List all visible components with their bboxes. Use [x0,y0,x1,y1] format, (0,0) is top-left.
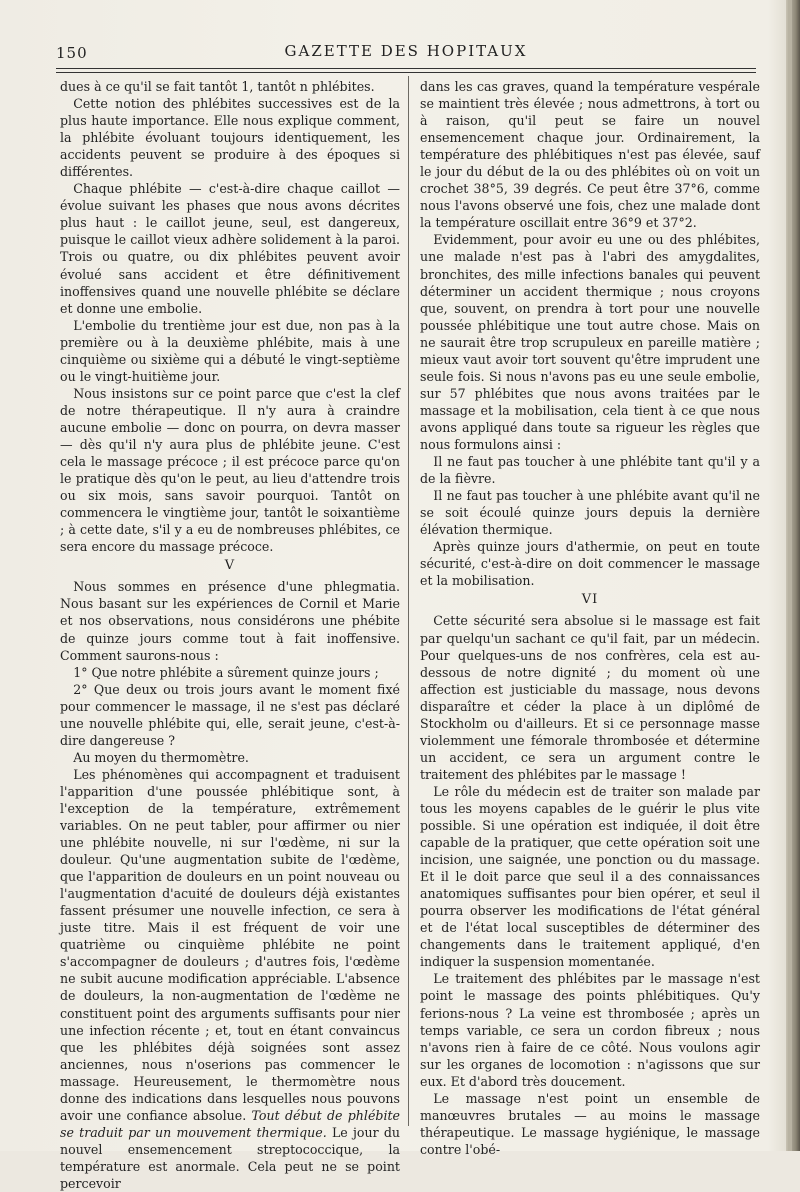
section-heading-v: V [224,558,236,574]
paragraph: dans les cas graves, quand la température vespérale se maintient très élevée ; nous admettrons, à tort ou à raison, qu'il peut se faire un nouvel ensemencement chaque jour. Ordinairement, la température des phlébitiques n'est pas élevée, sauf le jour du début de la ou des phlébites où on voit un crochet 38°5, 39 degrés. Ce peut être 37°6, comme nous l'avons observé une fois, chez une malade dont la température oscillait entre 36°9 et 37°2. [420,79,760,231]
paragraph-text: Les phénomènes qui accompagnent et traduisent l'apparition d'une poussée phlébitique sont, à l'exception de la température, extrêmement variables. On ne peut tabler, pour affirmer ou nier une phlébite nouvelle, ni sur l'œdème, ni sur la douleur. Qu'une augmentation subite de l'œdème, que l'apparition de douleurs en un point nouveau ou l'augmentation d'acuité de douleurs déjà existantes fassent présumer une nouvelle infection, ce sera à juste titre. Mais il est fréquent de voir une quatrième ou cinquième phlébite ne point s'accompagner de douleurs ; d'autres fois, l'œdème ne subit aucune modification appréciable. L'absence de douleurs, la non-augmentation de l'œdème ne constituent point des arguments suffisants pour nier une infection récente ; et, tout en étant convaincus que les phlébites déjà soignées sont assez anciennes, nous n'oserions pas commencer le massage. Heureusement, le thermomètre nous donne des indications dans lesquelles nous pouvons avoir une confiance absolue. [60,766,400,1123]
journal-title: GAZETTE DES HOPITAUX [284,42,528,60]
page-binding-edge [786,0,800,1151]
paragraph: Après quinze jours d'athermie, on peut en toute sécurité, c'est-à-dire on doit commencer le massage et la mobilisation. [420,539,760,589]
paragraph: Le rôle du médecin est de traiter son malade par tous les moyens capables de le guérir le plus vite possible. Si une opération est indiquée, il doit être capable de la pratiquer, que cette opération soit une incision, une saignée, une ponction ou du massage. Et il le doit parce que seul il a des connaissances anatomiques suffisantes pour bien opérer, et seul il pourra observer les modifications de l'état général et de l'état local susceptibles de déterminer des changements dans le traitement appliqué, d'en indiquer la suspension momentanée. [420,783,760,970]
paragraph: Au moyen du thermomètre. [73,749,249,765]
paragraph-with-italic [60,766,400,1192]
paragraph: Le massage n'est point un ensemble de manœuvres brutales — au moins le massage thérapeutique. Le massage hygiénique, le massage contre l'obé- [420,1090,760,1157]
section-heading-vi: VI [581,592,599,608]
paragraph: Nous insistons sur ce point parce que c'est la clef de notre thérapeutique. Il n'y aura à craindre aucune embolie — donc on pourra, on devra masser — dès qu'il n'y aura plus de phlébite jeune. C'est cela le massage précoce ; il est précoce parce qu'on le pratique dès qu'on le peut, au lieu d'attendre trois ou six mois, sans savoir pourquoi. Tantôt on commencera le vingtième jour, tantôt le soixantième ; à cette date, s'il y a eu de nombreuses phlébites, ce sera encore du massage précoce. [60,385,400,555]
paragraph: Chaque phlébite — c'est-à-dire chaque caillot — évolue suivant les phases que nous avons décrites plus haut : le caillot jeune, seul, est dangereux, puisque le caillot vieux adhère solidement à la paroi. Trois ou quatre, ou dix phlébites peuvent avoir évolué sans accident et être définitivement inoffensives quand une nouvelle phlébite se déclare et donne une embolie. [60,181,400,316]
paragraph: Cette notion des phlébites successives est de la plus haute importance. Elle nous explique comment, la phlébite évoluant toujours identiquement, les accidents peuvent se produire à des époques si différentes. [60,96,400,180]
paragraph: L'embolie du trentième jour est due, non pas à la première ou à la deuxième phlébite, mais à une cinquième ou sixième qui a débuté le vingt-septième ou le vingt-huitième jour. [60,317,400,384]
paragraph-text: Le jour du nouvel ensemencement streptococcique, la température est anormale. Cela peut ne se point percevoir [60,1124,400,1191]
paragraph: Evidemment, pour avoir eu une ou des phlébites, une malade n'est pas à l'abri des amygdalites, bronchites, des mille infections banales qui peuvent déterminer un accident thermique ; nous croyons que, souvent, on prendra à tort pour une nouvelle poussée phlébitique une tout autre chose. Mais on ne saurait être trop scrupuleux en pareille matière ; mieux vaut avoir tort souvent qu'être imprudent une seule fois. Si nous n'avons pas eu une seule embolie, sur 57 phlébites que nous avons traitées par le massage et la mobilisation, cela tient à ce que nous avons appliqué dans toute sa rigueur les règles que nous formulons ainsi : [420,232,760,452]
paragraph: Nous sommes en présence d'une phlegmatia. Nous basant sur les expériences de Cornil et Marie et nos observations, nous considérons une phébite de quinze jours comme tout à fait inoffensive. Comment saurons-nous : [60,579,400,663]
column-divider [408,76,409,1126]
paragraph: 2° Que deux ou trois jours avant le moment fixé pour commencer le massage, il ne s'est pas déclaré une nouvelle phlébite qui, elle, serait jeune, c'est-à-dire dangereuse ? [60,681,400,748]
paragraph: dues à ce qu'il se fait tantôt 1, tantôt n phlébites. [60,79,375,94]
header-rule [56,68,756,73]
page-header [56,40,756,70]
paragraph: 1° Que notre phlébite a sûrement quinze jours ; [73,664,379,680]
paragraph: Il ne faut pas toucher à une phlébite tant qu'il y a de la fièvre. [420,454,760,487]
paragraph: Il ne faut pas toucher à une phlébite avant qu'il ne se soit écoulé quinze jours depuis la dernière élévation thermique. [420,488,760,538]
paragraph: Cette sécurité sera absolue si le massage est fait par quelqu'un sachant ce qu'il fait, par un médecin. Pour quelques-uns de nos confrères, cela est au-dessous de notre dignité ; du moment où une affection est justiciable du massage, nous devons disparaître et céder la place à un diplômé de Stockholm ou d'ailleurs. Et si ce personnage masse violemment une fémorale thrombosée et détermine un accident, ce sera un argument contre le traitement des phlébites par le massage ! [420,613,760,782]
page-number: 150 [56,44,88,62]
left-column [60,78,400,1191]
right-column [420,78,760,1157]
paragraph: Le traitement des phlébites par le massage n'est point le massage des points phlébitiques. Qu'y ferions-nous ? La veine est thrombosée ; après un temps variable, ce sera un cordon fibreux ; nous n'avons rien à faire de ce côté. Nous voulons agir sur les organes de locomotion : n'agissons que sur eux. Et d'abord très doucement. [420,971,760,1089]
italic-phrase: Tout début de phlébite se traduit par un mouvement thermique. [60,1107,400,1140]
